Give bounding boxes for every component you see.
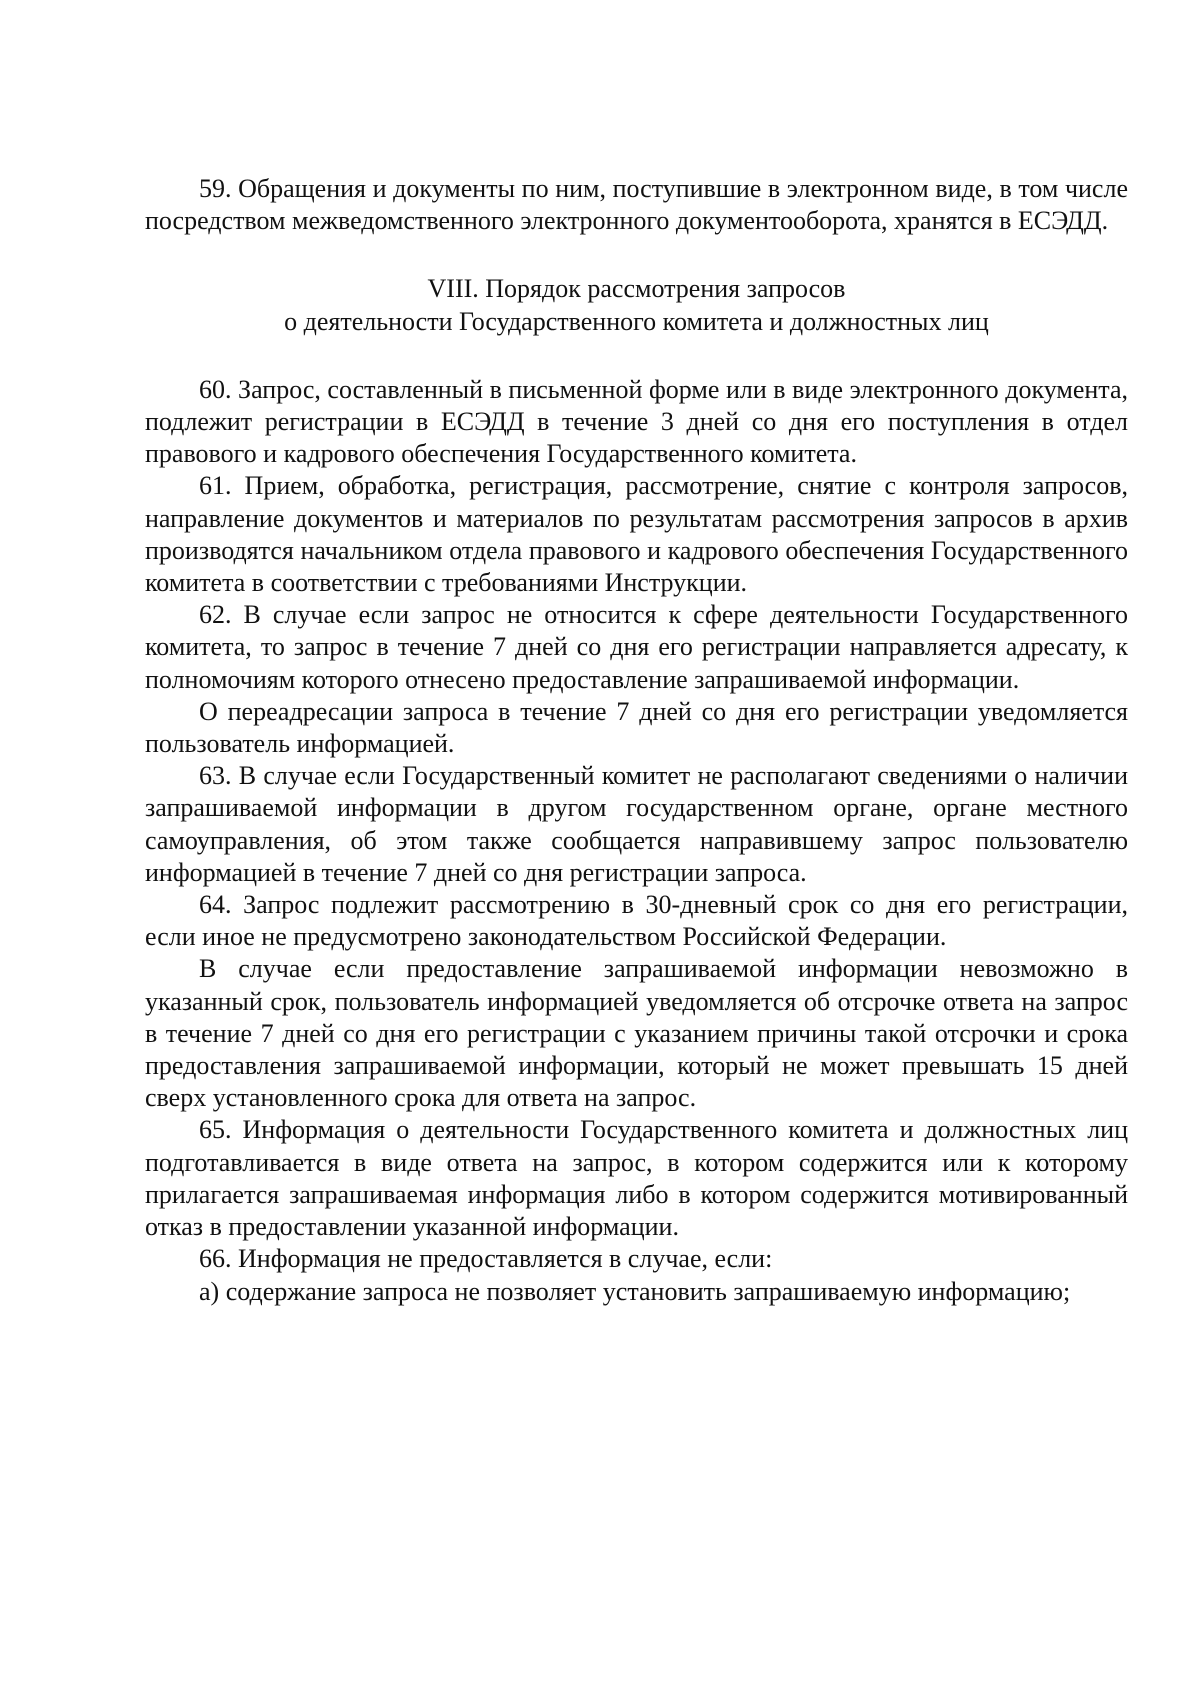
paragraph-61: 61. Прием, обработка, регистрация, рассмотрение, снятие с контроля запросов, направление документов и материалов по результатам рассмотрения запросов в архив производятся начальником отдела правового и кадрового обеспечения Государственного комитета в соответствии с требованиями Инструкции. xyxy=(145,471,1128,598)
paragraph-66: 66. Информация не предоставляется в случае, если: xyxy=(199,1244,773,1274)
section-heading-line-1: VIII. Порядок рассмотрения запросов xyxy=(427,274,846,304)
paragraph-64: 64. Запрос подлежит рассмотрению в 30-дневный срок со дня его регистрации, если иное не предусмотрено законодательством Российской Федерации. xyxy=(145,890,1128,952)
paragraph-66-a: а) содержание запроса не позволяет установить запрашиваемую информацию; xyxy=(199,1276,1071,1306)
paragraph-59: 59. Обращения и документы по ним, поступившие в электронном виде, в том числе посредством межведомственного электронного документооборота, хранятся в ЕСЭДД. xyxy=(145,174,1128,236)
paragraph-65: 65. Информация о деятельности Государственного комитета и должностных лиц подготавливается в виде ответа на запрос, в котором содержится или к которому прилагается запрашиваемая информация либо в котором содержится мотивированный отказ в предоставлении указанной информации. xyxy=(145,1115,1128,1242)
paragraph-60: 60. Запрос, составленный в письменной форме или в виде электронного документа, подлежит регистрации в ЕСЭДД в течение 3 дней со дня его поступления в отдел правового и кадрового обеспечения Государственного комитета. xyxy=(145,374,1128,469)
paragraph-64-note: В случае если предоставление запрашиваемой информации невозможно в указанный срок, пользователь информацией уведомляется об отсрочке ответа на запрос в течение 7 дней со дня его регистрации с указанием причины такой отсрочки и срока предоставления запрашиваемой информации, который не может превышать 15 дней сверх установленного срока для ответа на запрос. xyxy=(145,954,1128,1113)
paragraph-62-note: О переадресации запроса в течение 7 дней со дня его регистрации уведомляется пользователь информацией. xyxy=(145,696,1128,759)
paragraph-63: 63. В случае если Государственный комитет не располагают сведениями о наличии запрашиваемой информации в другом государственном органе, органе местного самоуправления, об этом также сообщается направившему запрос пользователю информацией в течение 7 дней со дня регистрации запроса. xyxy=(145,761,1128,887)
document-body xyxy=(145,173,1128,1308)
paragraph-62: 62. В случае если запрос не относится к сфере деятельности Государственного комитета, то запрос в течение 7 дней со дня его регистрации направляется адресату, к полномочиям которого отнесено предоставление запрашиваемой информации. xyxy=(145,600,1128,694)
section-heading-line-2: о деятельности Государственного комитета и должностных лиц xyxy=(284,306,989,336)
section-heading xyxy=(145,273,1128,337)
